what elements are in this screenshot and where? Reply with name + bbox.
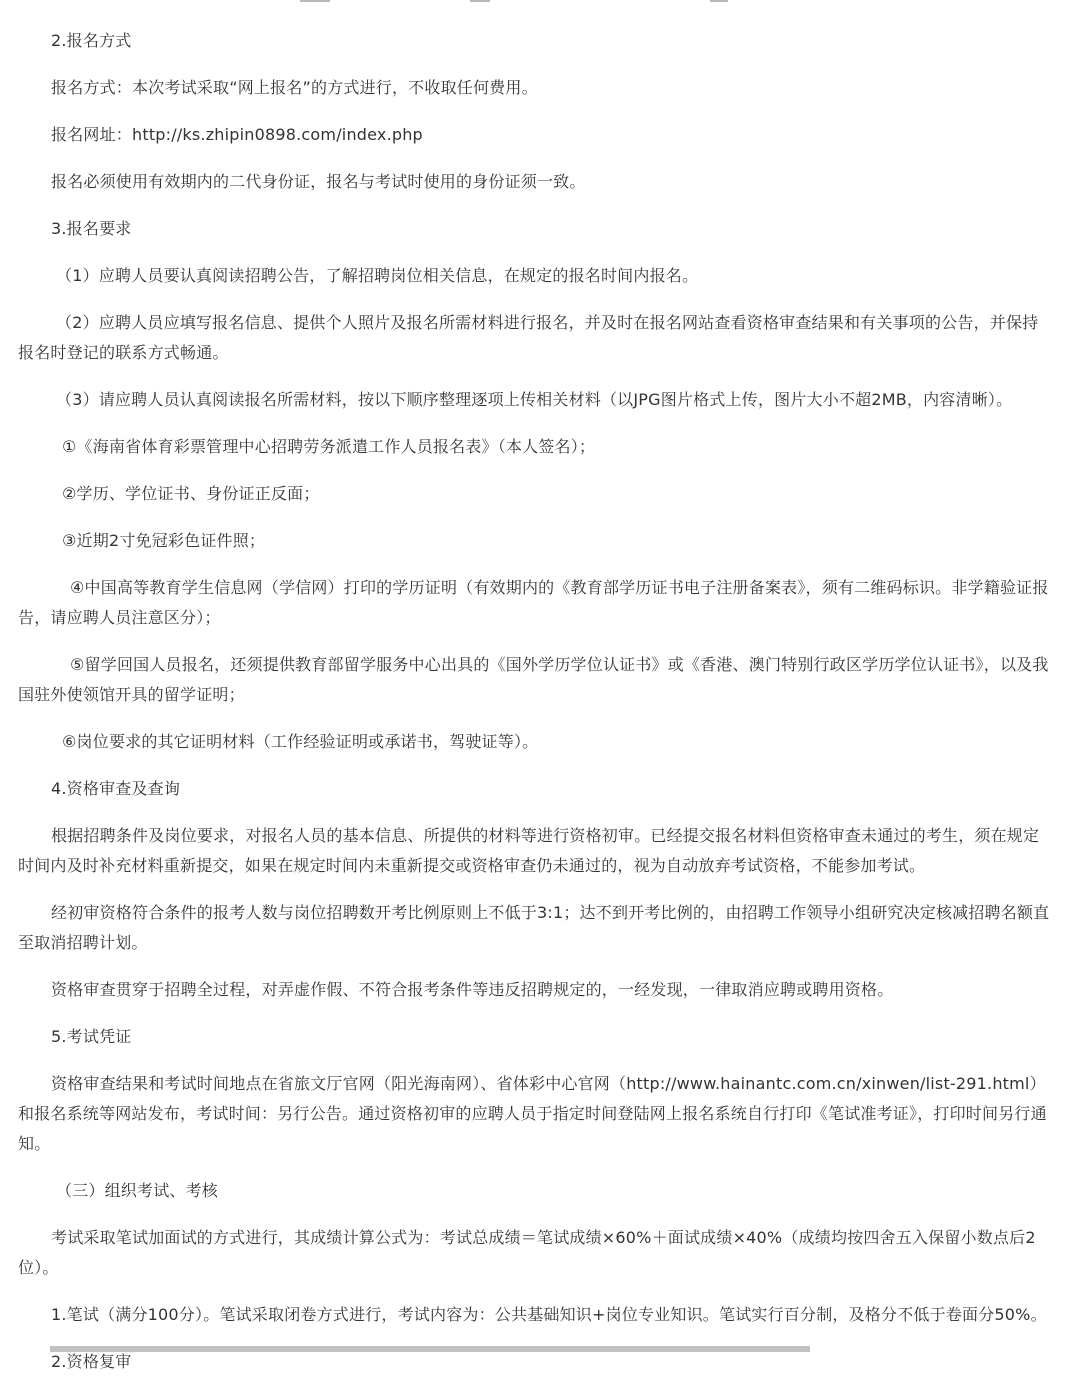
list-item-material-4: ④中国高等教育学生信息网（学信网）打印的学历证明（有效期内的《教育部学历证书电子注册备案表》，须有二维码标识。非学籍验证报告，请应聘人员注意区分）； (18, 578, 1049, 627)
section-heading-qualification-recheck: 2.资格复审 (51, 1352, 132, 1371)
list-item-material-3: ③近期2寸免冠彩色证件照； (62, 531, 266, 550)
paragraph-score-formula: 考试采取笔试加面试的方式进行，其成绩计算公式为：考试总成绩＝笔试成绩×60%＋面试成绩×40%（成绩均按四舍五入保留小数点后2位）。 (18, 1228, 1036, 1277)
cropped-next-line (0, 1340, 1074, 1352)
paragraph-exam-credentials: 资格审查结果和考试时间地点在省旅文厅官网（阳光海南网）、省体彩中心官网（http://www.hainantc.com.cn/xinwen/list-291.html）和报名系统等网站发布，考试时间：另行公告。通过资格初审的应聘人员于指定时间登陆网上报名系统自行打印《笔试准考证》，打印时间另行通知。 (18, 1074, 1047, 1153)
section-heading-registration-method: 2.报名方式 (51, 31, 132, 50)
paragraph-qualification-review: 根据招聘条件及岗位要求，对报名人员的基本信息、所提供的材料等进行资格初审。已经提交报名材料但资格审查未通过的考生，须在规定时间内及时补充材料重新提交，如果在规定时间内未重新提交或资格审查仍未通过的，视为自动放弃考试资格，不能参加考试。 (18, 826, 1040, 875)
list-item-requirement-2: （2）应聘人员应填写报名信息、提供个人照片及报名所需材料进行报名，并及时在报名网站查看资格审查结果和有关事项的公告，并保持报名时登记的联系方式畅通。 (18, 313, 1039, 362)
list-item-requirement-1: （1）应聘人员要认真阅读招聘公告，了解招聘岗位相关信息，在规定的报名时间内报名。 (56, 266, 699, 285)
list-item-material-2: ②学历、学位证书、身份证正反面； (62, 484, 320, 503)
section-heading-qualification-review: 4.资格审查及查询 (51, 779, 181, 798)
list-item-material-5: ⑤留学回国人员报名，还须提供教育部留学服务中心出具的《国外学历学位认证书》或《香港、澳门特别行政区学历学位认证书》，以及我国驻外使领馆开具的留学证明； (18, 655, 1049, 704)
article-body (18, 26, 1052, 1394)
paragraph-id-card-requirement: 报名必须使用有效期内的二代身份证，报名与考试时使用的身份证须一致。 (51, 172, 586, 191)
section-heading-registration-requirements: 3.报名要求 (51, 219, 132, 238)
list-item-requirement-3: （3）请应聘人员认真阅读报名所需材料，按以下顺序整理逐项上传相关材料（以JPG图片格式上传，图片大小不超2MB，内容清晰）。 (56, 390, 1013, 409)
list-item-material-6: ⑥岗位要求的其它证明材料（工作经验证明或承诺书，驾驶证等）。 (62, 732, 539, 751)
paragraph-exam-ratio: 经初审资格符合条件的报考人数与岗位招聘数开考比例原则上不低于3:1；达不到开考比例的，由招聘工作领导小组研究决定核减招聘名额直至取消招聘计划。 (18, 903, 1050, 952)
paragraph-registration-method: 报名方式：本次考试采取“网上报名”的方式进行，不收取任何费用。 (51, 78, 538, 97)
section-heading-organize-exam: （三）组织考试、考核 (56, 1181, 219, 1200)
paragraph-review-throughout: 资格审查贯穿于招聘全过程，对弄虚作假、不符合报考条件等违反招聘规定的，一经发现，一律取消应聘或聘用资格。 (51, 980, 894, 999)
list-item-material-1: ①《海南省体育彩票管理中心招聘劳务派遣工作人员报名表》（本人签名）； (62, 437, 596, 456)
cropped-previous-line (0, 0, 1074, 2)
section-heading-exam-credentials: 5.考试凭证 (51, 1027, 132, 1046)
paragraph-registration-url: 报名网址：http://ks.zhipin0898.com/index.php (51, 125, 423, 144)
paragraph-written-exam: 1.笔试（满分100分）。笔试采取闭卷方式进行，考试内容为：公共基础知识+岗位专业知识。笔试实行百分制，及格分不低于卷面分50%。 (51, 1305, 1047, 1324)
